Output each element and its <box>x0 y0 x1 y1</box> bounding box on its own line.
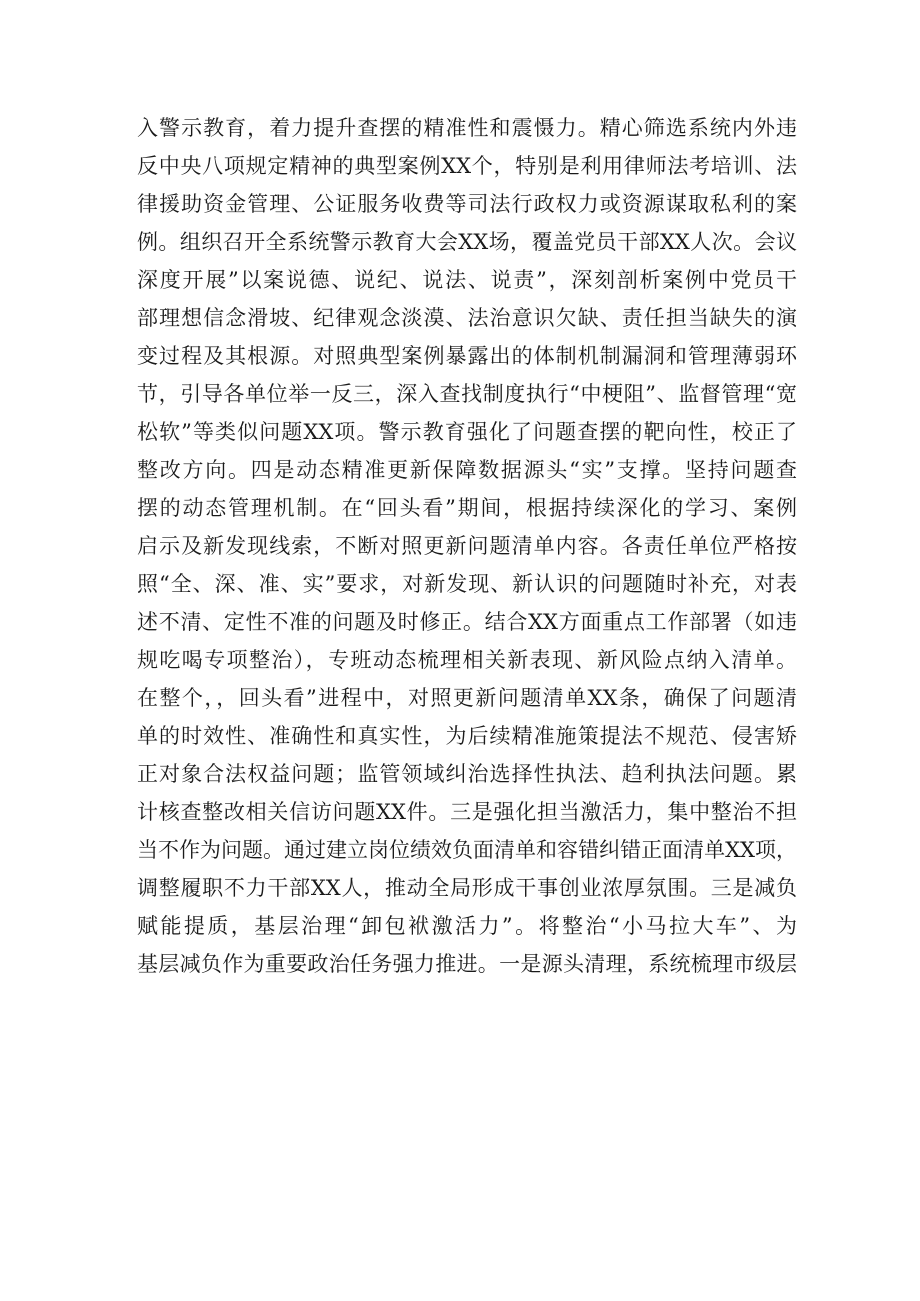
text-line: 述不清、定性不准的问题及时修正。结合XX方面重点工作部署（如违 <box>137 610 797 634</box>
text-line: 整改方向。四是动态精准更新保障数据源头“实”支撑。坚持问题查 <box>137 458 797 482</box>
text-line: 规吃喝专项整治），专班动态梳理相关新表现、新风险点纳入清单。 <box>137 648 797 672</box>
text-line: 照“全、深、准、实”要求，对新发现、新认识的问题随时补充，对表 <box>137 572 797 596</box>
text-line: 例。组织召开全系统警示教育大会XX场，覆盖党员干部XX人次。会议 <box>137 230 797 254</box>
text-line: 摆的动态管理机制。在“回头看”期间，根据持续深化的学习、案例 <box>137 496 797 520</box>
text-line: 正对象合法权益问题；监管领域纠治选择性执法、趋利执法问题。累 <box>137 762 797 786</box>
text-line: 律援助资金管理、公证服务收费等司法行政权力或资源谋取私利的案 <box>137 192 797 216</box>
text-line: 单的时效性、准确性和真实性，为后续精准施策提法不规范、侵害矫 <box>137 724 797 748</box>
text-line: 松软”等类似问题XX项。警示教育强化了问题查摆的靶向性，校正了 <box>137 420 797 444</box>
text-line: 调整履职不力干部XX人，推动全局形成干事创业浓厚氛围。三是减负 <box>137 876 797 900</box>
text-line: 在整个，，回头看”进程中，对照更新问题清单XX条，确保了问题清 <box>137 686 797 710</box>
body-paragraph <box>137 109 797 983</box>
text-line: 变过程及其根源。对照典型案例暴露出的体制机制漏洞和管理薄弱环 <box>137 344 797 368</box>
text-line: 部理想信念滑坡、纪律观念淡漠、法治意识欠缺、责任担当缺失的演 <box>137 306 797 330</box>
text-line: 基层减负作为重要政治任务强力推进。一是源头清理，系统梳理市级层 <box>137 952 797 976</box>
text-line: 启示及新发现线索，不断对照更新问题清单内容。各责任单位严格按 <box>137 534 797 558</box>
text-line: 反中央八项规定精神的典型案例XX个，特别是利用律师法考培训、法 <box>137 154 797 178</box>
text-line: 赋能提质，基层治理“卸包袱激活力”。将整治“小马拉大车”、为 <box>137 914 797 938</box>
text-line: 当不作为问题。通过建立岗位绩效负面清单和容错纠错正面清单XX项， <box>137 838 797 862</box>
text-line: 入警示教育，着力提升查摆的精准性和震慑力。精心筛选系统内外违 <box>137 116 797 140</box>
text-line: 节，引导各单位举一反三，深入查找制度执行“中梗阻”、监督管理“宽 <box>137 382 797 406</box>
text-line: 计核查整改相关信访问题XX件。三是强化担当激活力，集中整治不担 <box>137 800 797 824</box>
text-line: 深度开展”以案说德、说纪、说法、说责”，深刻剖析案例中党员干 <box>137 268 797 292</box>
